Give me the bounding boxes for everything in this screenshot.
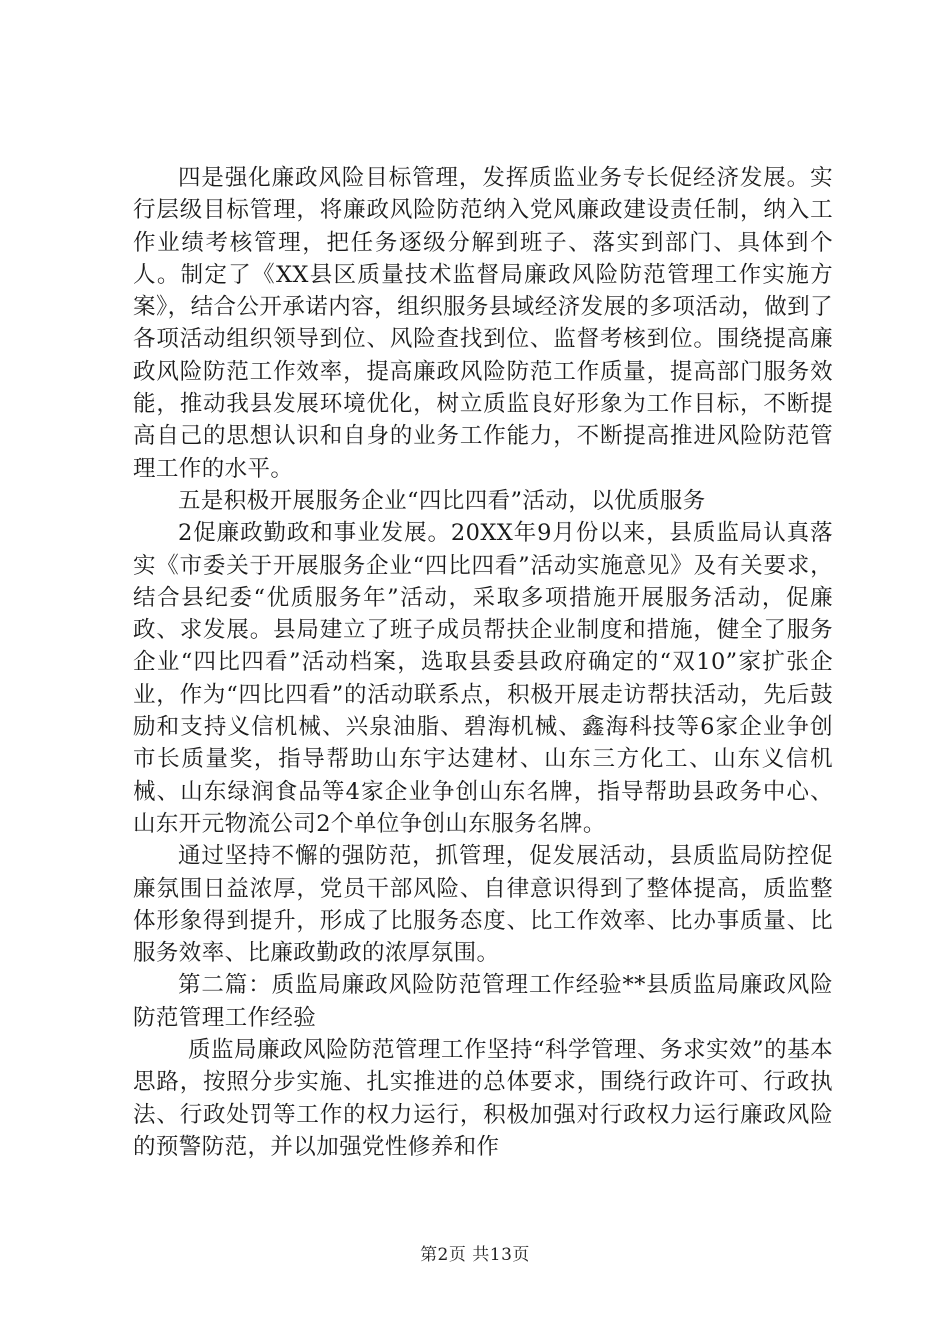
paragraph-five-heading: 五是积极开展服务企业“四比四看”活动，以优质服务 — [178, 487, 706, 514]
document-body — [133, 162, 833, 1163]
paragraph-four-target-management: 四是强化廉政风险目标管理，发挥质监业务专长促经济发展。实行层级目标管理，将廉政风险防范纳入党风廉政建设责任制，纳入工作业绩考核管理，把任务逐级分解到班子、落实到部门、具体到个人。制定了《XX县区质量技术监督局廉政风险防范管理工作实施方案》，结合公开承诺内容，组织服务县域经济发展的多项活动，做到了各项活动组织领导到位、风险查找到位、监督考核到位。围绕提高廉政风险防范工作效率，提高廉政风险防范工作质量，提高部门服务效能，推动我县发展环境优化，树立质监良好形象为工作目标，不断提高自己的思想认识和自身的业务工作能力，不断提高推进风险防范管理工作的水平。 — [133, 165, 833, 482]
section-two-title: 第二篇：质监局廉政风险防范管理工作经验**县质监局廉政风险防范管理工作经验 — [133, 972, 833, 1031]
paragraph-section-two-intro: 质监局廉政风险防范管理工作坚持“科学管理、务求实效”的基本思路，按照分步实施、扎实推进的总体要求，围绕行政许可、行政执法、行政处罚等工作的权力运行，积极加强对行政权力运行廉政风险的预警防范，并以加强党性修养和作 — [133, 1037, 833, 1160]
page-number-footer: 第2页 共13页 — [420, 1245, 530, 1265]
paragraph-summary: 通过坚持不懈的强防范，抓管理，促发展活动，县质监局防控促廉氛围日益浓厚，党员干部风险、自律意识得到了整体提高，质监整体形象得到提升，形成了比服务态度、比工作效率、比办事质量、比服务效率、比廉政勤政的浓厚氛围。 — [133, 843, 833, 967]
paragraph-five-service-enterprise: 2促廉政勤政和事业发展。20XX年9月份以来，县质监局认真落实《市委关于开展服务企业“四比四看”活动实施意见》及有关要求，结合县纪委“优质服务年”活动，采取多项措施开展服务活动，促廉政、求发展。县局建立了班子成员帮扶企业制度和措施，健全了服务企业“四比四看”活动档案，选取县委县政府确定的“双10”家扩张企业，作为“四比四看”的活动联系点，积极开展走访帮扶活动，先后鼓励和支持义信机械、兴泉油脂、碧海机械、鑫海科技等6家企业争创市长质量奖，指导帮助山东宇达建材、山东三方化工、山东义信机械、山东绿润食品等4家企业争创山东名牌，指导帮助县政务中心、山东开元物流公司2个单位争创山东服务名牌。 — [133, 520, 833, 837]
